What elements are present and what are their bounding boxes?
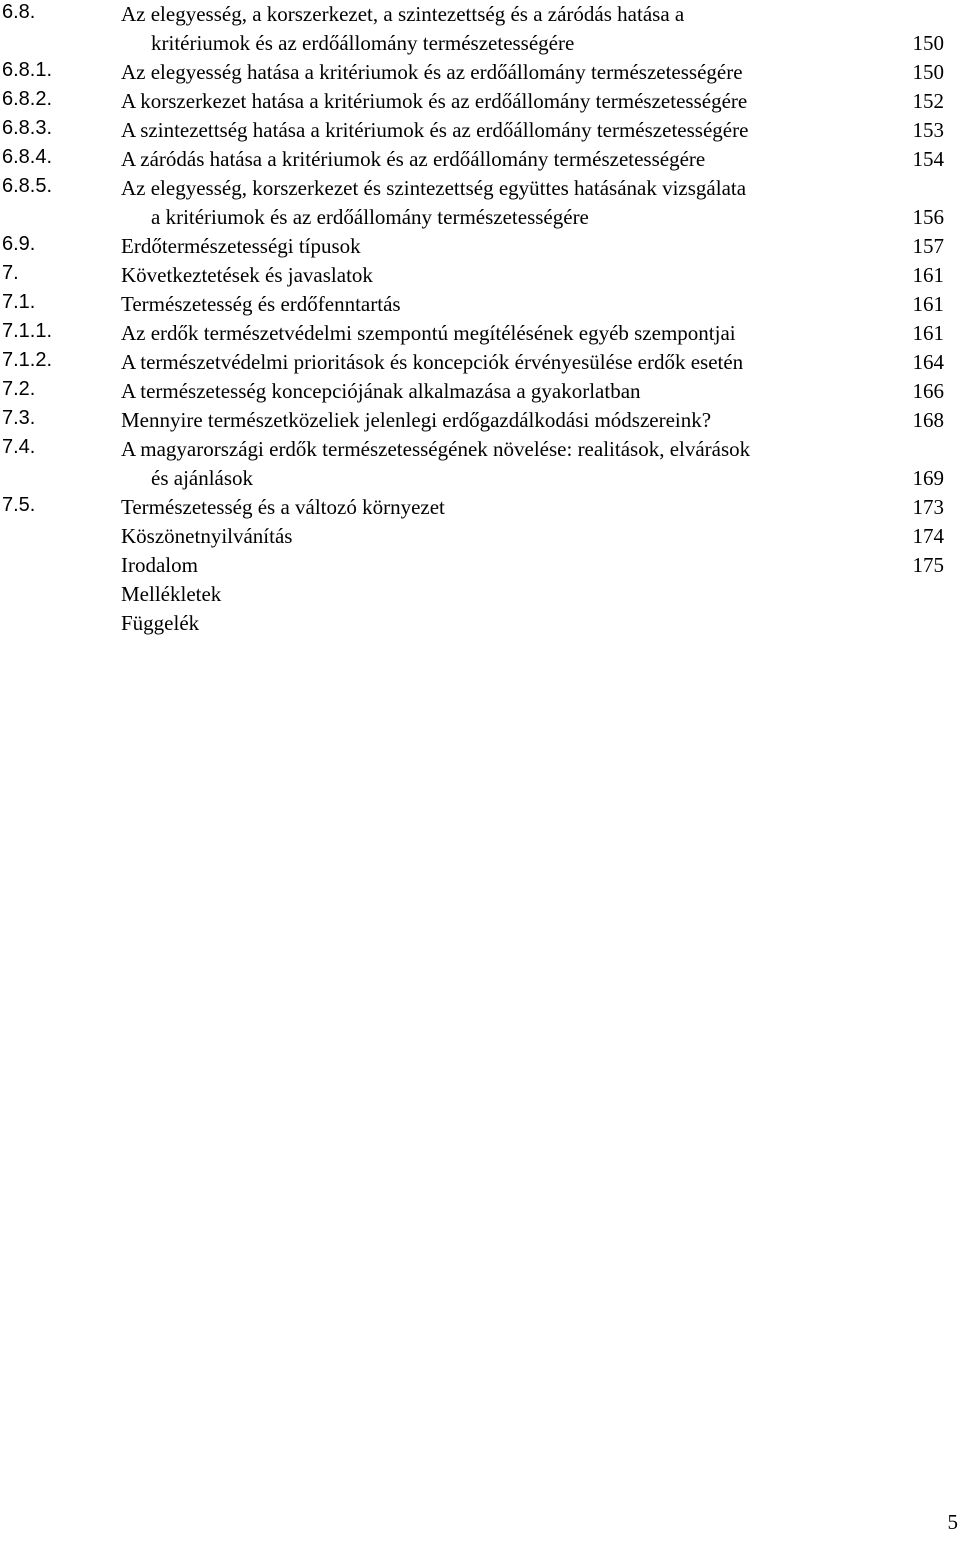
toc-entry[interactable] — [0, 87, 960, 116]
toc-entry-page: 150 — [912, 60, 944, 84]
toc-entry-page: 153 — [912, 118, 944, 142]
toc-entry-number: 7.1. — [2, 291, 36, 313]
toc-entry-title: A záródás hatása a kritériumok és az erdőállomány természetességére — [121, 147, 706, 171]
toc-entry-number: 6.8.1. — [2, 59, 53, 81]
toc-entry-title: Irodalom — [121, 553, 198, 577]
toc-entry-number: 7.5. — [2, 494, 36, 516]
toc-entry-title: Az erdők természetvédelmi szempontú megítélésének egyéb szempontjai — [121, 321, 736, 345]
toc-entry-title: Mennyire természetközeliek jelenlegi erdőgazdálkodási módszereink? — [121, 408, 712, 432]
toc-entry-number: 6.8.2. — [2, 88, 53, 110]
toc-entry[interactable] — [0, 348, 960, 377]
toc-entry-title: Természetesség és erdőfenntartás — [121, 292, 401, 316]
toc-entry-title: Köszönetnyilvánítás — [121, 524, 293, 548]
toc-entry-title: Mellékletek — [121, 582, 222, 606]
toc-entry[interactable] — [0, 435, 960, 493]
toc-entry-title: A természetvédelmi prioritások és koncepciók érvényesülése erdők esetén — [121, 350, 744, 374]
table-of-contents — [0, 0, 960, 638]
toc-entry[interactable] — [0, 493, 960, 522]
toc-entry-page: 150 — [912, 31, 944, 55]
toc-entry-title: A korszerkezet hatása a kritériumok és az erdőállomány természetességére — [121, 89, 748, 113]
toc-entry-page: 161 — [912, 321, 944, 345]
toc-entry[interactable] — [0, 609, 960, 638]
toc-entry-number: 6.8.4. — [2, 146, 53, 168]
toc-entry-page: 169 — [912, 466, 944, 490]
toc-entry-page: 175 — [912, 553, 944, 577]
toc-entry-title: A szintezettség hatása a kritériumok és az erdőállomány természetességére — [121, 118, 749, 142]
toc-entry-page: 168 — [912, 408, 944, 432]
toc-entry-title — [121, 0, 891, 58]
toc-entry-page: 161 — [912, 292, 944, 316]
toc-entry[interactable] — [0, 145, 960, 174]
toc-entry[interactable] — [0, 58, 960, 87]
toc-entry-number: 6.8.3. — [2, 117, 53, 139]
toc-entry-title — [121, 435, 891, 493]
toc-entry[interactable] — [0, 261, 960, 290]
toc-entry-title: Az elegyesség hatása a kritériumok és az erdőállomány természetességére — [121, 60, 743, 84]
toc-entry[interactable] — [0, 377, 960, 406]
toc-entry[interactable] — [0, 232, 960, 261]
toc-entry[interactable] — [0, 522, 960, 551]
toc-entry-title-line1: Az elegyesség, korszerkezet és szintezettség együttes hatásának vizsgálata — [121, 176, 747, 200]
toc-entry-page: 152 — [912, 89, 944, 113]
toc-entry-title — [121, 174, 891, 232]
toc-entry-title-line2: és ajánlások — [151, 466, 254, 490]
toc-entry-number: 7.3. — [2, 407, 36, 429]
toc-entry-page: 156 — [912, 205, 944, 229]
toc-entry-page: 154 — [912, 147, 944, 171]
toc-entry-number: 6.8.5. — [2, 175, 53, 197]
toc-entry-page: 173 — [912, 495, 944, 519]
toc-entry-page: 164 — [912, 350, 944, 374]
toc-entry[interactable] — [0, 319, 960, 348]
toc-entry-number: 7.2. — [2, 378, 36, 400]
toc-entry-title: A természetesség koncepciójának alkalmazása a gyakorlatban — [121, 379, 641, 403]
toc-entry-page: 174 — [912, 524, 944, 548]
toc-entry-page: 157 — [912, 234, 944, 258]
toc-entry[interactable] — [0, 174, 960, 232]
toc-entry-page: 161 — [912, 263, 944, 287]
toc-entry-title: Függelék — [121, 611, 200, 635]
toc-entry-number: 6.8. — [2, 1, 36, 23]
toc-entry-title-line2: a kritériumok és az erdőállomány természetességére — [151, 205, 589, 229]
toc-entry[interactable] — [0, 580, 960, 609]
toc-entry-title: Következtetések és javaslatok — [121, 263, 373, 287]
toc-entry-title: Erdőtermészetességi típusok — [121, 234, 361, 258]
toc-entry[interactable] — [0, 406, 960, 435]
toc-entry-number: 7.1.2. — [2, 349, 53, 371]
toc-entry-title-line1: A magyarországi erdők természetességének növelése: realitások, elvárások — [121, 437, 751, 461]
toc-entry[interactable] — [0, 290, 960, 319]
toc-entry-title-line1: Az elegyesség, a korszerkezet, a szintezettség és a záródás hatása a — [121, 2, 685, 26]
toc-entry-number: 7. — [2, 262, 19, 284]
toc-entry-number: 7.1.1. — [2, 320, 53, 342]
toc-entry[interactable] — [0, 116, 960, 145]
toc-entry-number: 6.9. — [2, 233, 36, 255]
toc-entry[interactable] — [0, 551, 960, 580]
toc-entry-page: 166 — [912, 379, 944, 403]
toc-entry[interactable] — [0, 0, 960, 58]
toc-entry-title: Természetesség és a változó környezet — [121, 495, 445, 519]
toc-entry-title-line2: kritériumok és az erdőállomány természetességére — [151, 31, 575, 55]
toc-entry-number: 7.4. — [2, 436, 36, 458]
page-number: 5 — [947, 1510, 958, 1534]
